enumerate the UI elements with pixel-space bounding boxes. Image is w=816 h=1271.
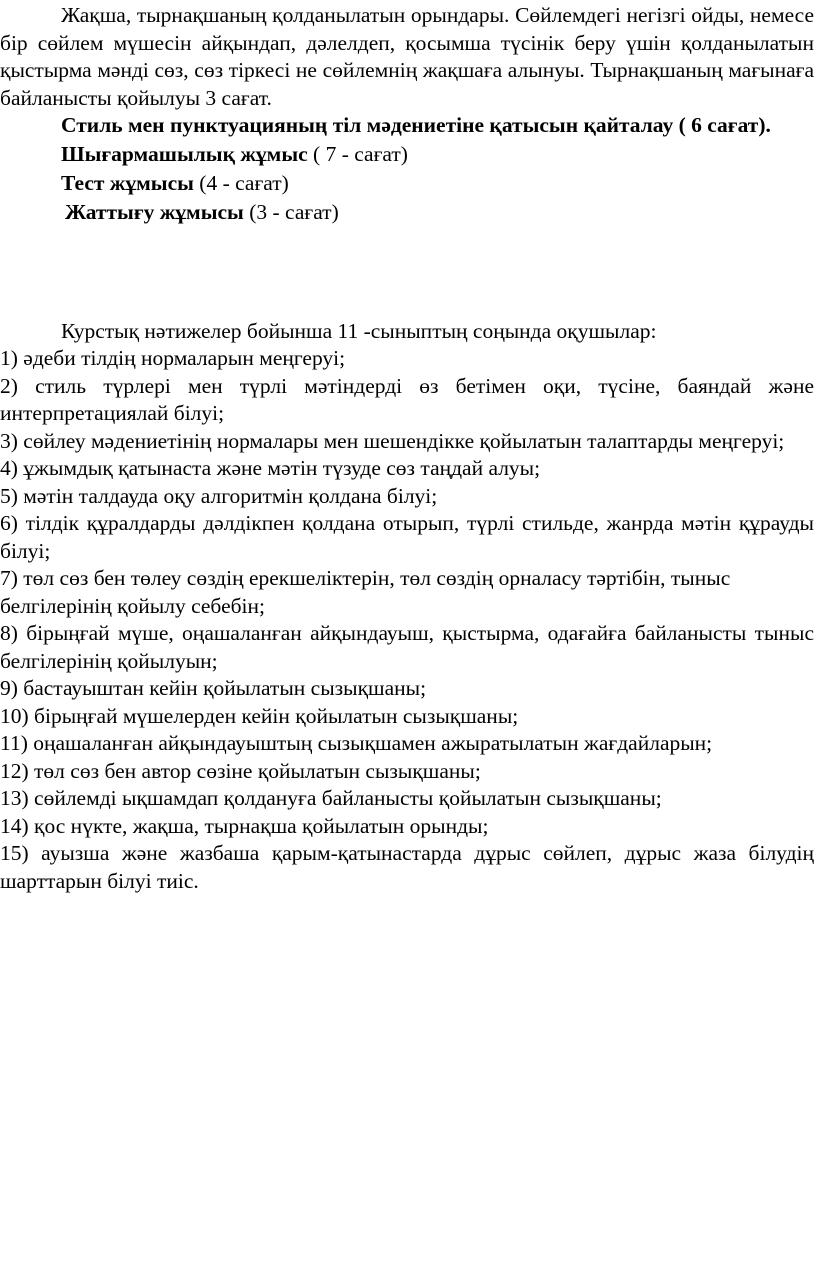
outcomes-intro: Курстық нәтижелер бойынша 11 -сыныптың соңында оқушылар:	[61, 318, 657, 343]
section-test-work-hours: (4 - сағат)	[193, 170, 289, 195]
section-creative-work-title: Шығармашылық жұмыс	[61, 141, 308, 166]
list-item: 12) төл сөз бен автор сөзіне қойылатын сызықшаны;	[0, 758, 481, 783]
list-item: 7) төл сөз бен төлеу сөздің ерекшеліктерін, төл сөздің орналасу тәртібін, тыныс белгілерінің қойылу себебін;	[0, 566, 731, 618]
section-creative-work	[0, 140, 814, 169]
outcomes-list	[0, 345, 814, 895]
list-item: 5) мәтін талдауда оқу алгоритмін қолдана білуі;	[0, 483, 438, 508]
list-item: 13) сөйлемді ықшамдап қолдануға байланысты қойылатын сызықшаны;	[0, 786, 662, 810]
list-item: 9) бастауыштан кейін қойылатын сызықшаны;	[0, 676, 427, 700]
intro-paragraph: Жақша, тырнақшаның қолданылатын орындары. Сөйлемдегі негізгі ойды, немесе бір сөйлем мүшесін айқындап, дәлелдеп, қосымша түсінік беру үшін қолданылатын қыстырма мәнді сөз, сөз тіркесі не сөйлемнің жақшаға алынуы. Тырнақшаның мағынаға байланысты қойылуы 3 сағат.	[0, 3, 814, 110]
list-item: 14) қос нүкте, жақша, тырнақша қойылатын орынды;	[0, 813, 489, 838]
list-item: 3) сөйлеу мәдениетінің нормалары мен шешендікке қойылатын талаптарды меңгеруі;	[0, 428, 785, 453]
blank-space	[0, 227, 814, 318]
section-style-punctuation-title: Стиль мен пунктуацияның тіл мәдениетіне қатысын қайталау ( 6 сағат).	[61, 113, 771, 137]
list-item: 15) ауызша және жазбаша қарым-қатынастарда дұрыс сөйлеп, дұрыс жаза білудің шарттарын білуі тиіс.	[0, 841, 814, 893]
list-item: 4) ұжымдық қатынаста және мәтін түзуде сөз таңдай алуы;	[0, 456, 541, 480]
section-exercise-work-hours: (3 - сағат)	[243, 199, 339, 224]
list-item: 1) әдеби тілдің нормаларын меңгеруі;	[0, 346, 346, 370]
section-creative-work-hours: ( 7 - сағат)	[307, 141, 408, 166]
list-item: 6) тілдік құралдарды дәлдікпен қолдана отырып, түрлі стильде, жанрда мәтін құрауды білуі;	[0, 511, 814, 563]
section-exercise-work-title: Жаттығу жұмысы	[65, 199, 244, 224]
section-style-punctuation	[0, 112, 814, 140]
list-item: 10) бірыңғай мүшелерден кейін қойылатын сызықшаны;	[0, 703, 519, 728]
section-test-work-title: Тест жұмысы	[61, 170, 194, 195]
section-test-work	[0, 169, 814, 198]
list-item: 2) стиль түрлері мен түрлі мәтіндерді өз бетімен оқи, түсіне, баяндай және интерпретациялай білуі;	[0, 373, 814, 425]
list-item: 11) оңашаланған айқындауыштың сызықшамен ажыратылатын жағдайларын;	[0, 731, 713, 755]
list-item: 8) бірыңғай мүше, оңашаланған айқындауыш, қыстырма, одағайға байланысты тыныс белгілерінің қойылуын;	[0, 621, 814, 673]
section-exercise-work	[0, 198, 814, 227]
